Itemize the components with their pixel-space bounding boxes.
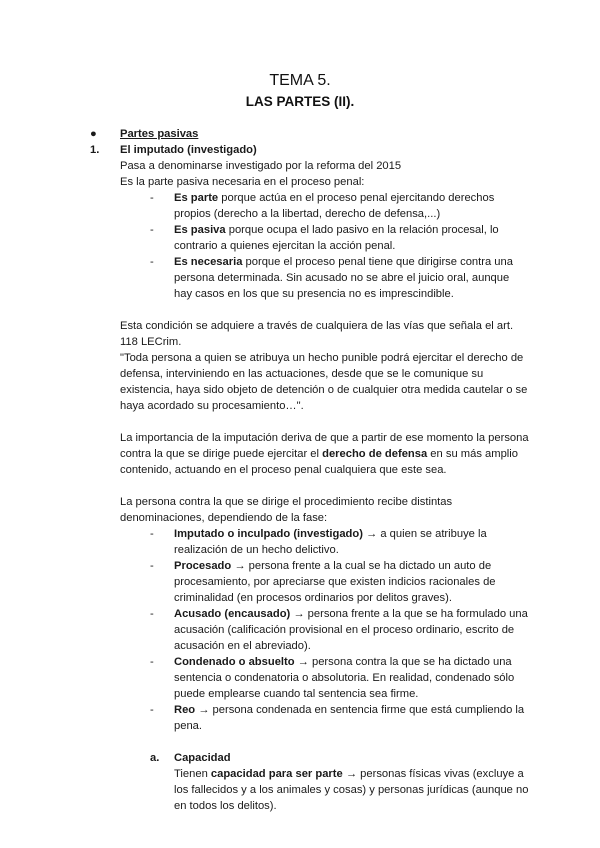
dash-marker: - bbox=[150, 256, 154, 268]
page-subtitle: LAS PARTES (II). bbox=[245, 94, 355, 109]
capacity-text-end: → personas físicas vivas (excluye a los fallecidos y a los animales y cosas) y personas jurídicas (aunque no en todos los delitos). bbox=[174, 768, 529, 812]
section-heading-row bbox=[90, 126, 530, 142]
importance-paragraph bbox=[120, 430, 530, 478]
denominations-list bbox=[120, 526, 530, 734]
item-heading-row bbox=[90, 142, 530, 158]
sub-letter: a. bbox=[150, 752, 160, 764]
section-heading: Partes pasivas bbox=[120, 128, 199, 140]
dash-marker: - bbox=[150, 608, 154, 620]
list-item bbox=[150, 558, 530, 606]
feature-term: Es necesaria bbox=[174, 256, 243, 268]
denomination-term: Acusado (encausado) bbox=[174, 608, 291, 620]
capacity-paragraph bbox=[150, 766, 530, 814]
intro-line: Es la parte pasiva necesaria en el proceso penal: bbox=[120, 176, 365, 188]
list-item bbox=[150, 606, 530, 654]
dash-marker: - bbox=[150, 560, 154, 572]
denomination-text: → a quien se atribuye la realización de un hecho delictivo. bbox=[174, 528, 487, 556]
condition-paragraph: Esta condición se adquiere a través de cualquiera de las vías que señala el art. 118 LECrim. bbox=[120, 320, 514, 348]
denomination-text: → persona frente a la cual se ha dictado un auto de procesamiento, por apreciarse que existen indicios racionales de criminalidad (en procesos ordinarios por delitos graves). bbox=[174, 560, 496, 604]
feature-text: porque el proceso penal tiene que dirigirse contra una persona determinada. Sin acusado no se abre el juicio oral, aunque hay casos en los que su presencia no es imprescindible. bbox=[174, 256, 513, 300]
denomination-term: Imputado o inculpado (investigado) bbox=[174, 528, 363, 540]
intro-line: Pasa a denominarse investigado por la reforma del 2015 bbox=[120, 160, 402, 172]
document-body bbox=[90, 126, 530, 814]
importance-text: La importancia de la imputación deriva de que a partir de ese momento la persona contra la que se dirige puede ejercitar el bbox=[120, 432, 529, 460]
subsection bbox=[120, 750, 530, 814]
item-heading: El imputado (investigado) bbox=[120, 144, 257, 156]
capacity-bold: capacidad para ser parte bbox=[210, 768, 343, 780]
subsection-heading: Capacidad bbox=[174, 752, 231, 764]
dash-marker: - bbox=[150, 704, 154, 716]
list-item bbox=[150, 526, 530, 558]
dash-marker: - bbox=[150, 656, 154, 668]
denomination-term: Procesado bbox=[174, 560, 232, 572]
list-item bbox=[150, 702, 530, 734]
denomination-text: → persona frente a la que se ha formulado una acusación (calificación provisional en el proceso ordinario, escrito de acusación en el abreviado). bbox=[174, 608, 528, 652]
importance-bold: derecho de defensa bbox=[322, 448, 428, 460]
denomination-text: → persona condenada en sentencia firme que está cumpliendo la pena. bbox=[174, 704, 525, 732]
item-number: 1. bbox=[90, 144, 100, 156]
dash-marker: - bbox=[150, 528, 154, 540]
features-list bbox=[120, 190, 530, 302]
feature-text: porque actúa en el proceso penal ejercitando derechos propios (derecho a la libertad, derecho de defensa,...) bbox=[174, 192, 495, 220]
denomination-term: Condenado o absuelto bbox=[174, 656, 295, 668]
feature-term: Es pasiva bbox=[174, 224, 226, 236]
feature-text: porque ocupa el lado pasivo en la relación procesal, lo contrario a quienes ejercitan la acción penal. bbox=[174, 224, 499, 252]
bullet-icon: ● bbox=[90, 128, 97, 140]
list-item bbox=[150, 190, 530, 222]
denomination-term: Reo bbox=[174, 704, 196, 716]
denominations-intro: La persona contra la que se dirige el procedimiento recibe distintas denominaciones, dependiendo de la fase: bbox=[120, 496, 453, 524]
capacity-text: Tienen bbox=[174, 768, 211, 780]
feature-term: Es parte bbox=[174, 192, 219, 204]
list-item bbox=[150, 654, 530, 702]
item-content bbox=[90, 158, 530, 814]
list-item bbox=[150, 254, 530, 302]
dash-marker: - bbox=[150, 192, 154, 204]
page-title: TEMA 5. bbox=[269, 72, 331, 89]
list-item bbox=[150, 222, 530, 254]
subsection-heading-row bbox=[150, 750, 530, 766]
quote-paragraph: "Toda persona a quien se atribuya un hecho punible podrá ejercitar el derecho de defensa, interviniendo en las actuaciones, desde que se le comunique su existencia, haya sido objeto de detención o de cualquier otra medida cautelar o se haya acordado su procesamiento…". bbox=[120, 352, 528, 412]
importance-text-end: en su más amplio contenido, actuando en el proceso penal cualquiera que este sea. bbox=[120, 448, 518, 476]
dash-marker: - bbox=[150, 224, 154, 236]
denomination-text: → persona contra la que se ha dictado una sentencia o condenatoria o absolutoria. En realidad, condenado sólo puede emplearse cuando tal sentencia sea firme. bbox=[174, 656, 515, 700]
